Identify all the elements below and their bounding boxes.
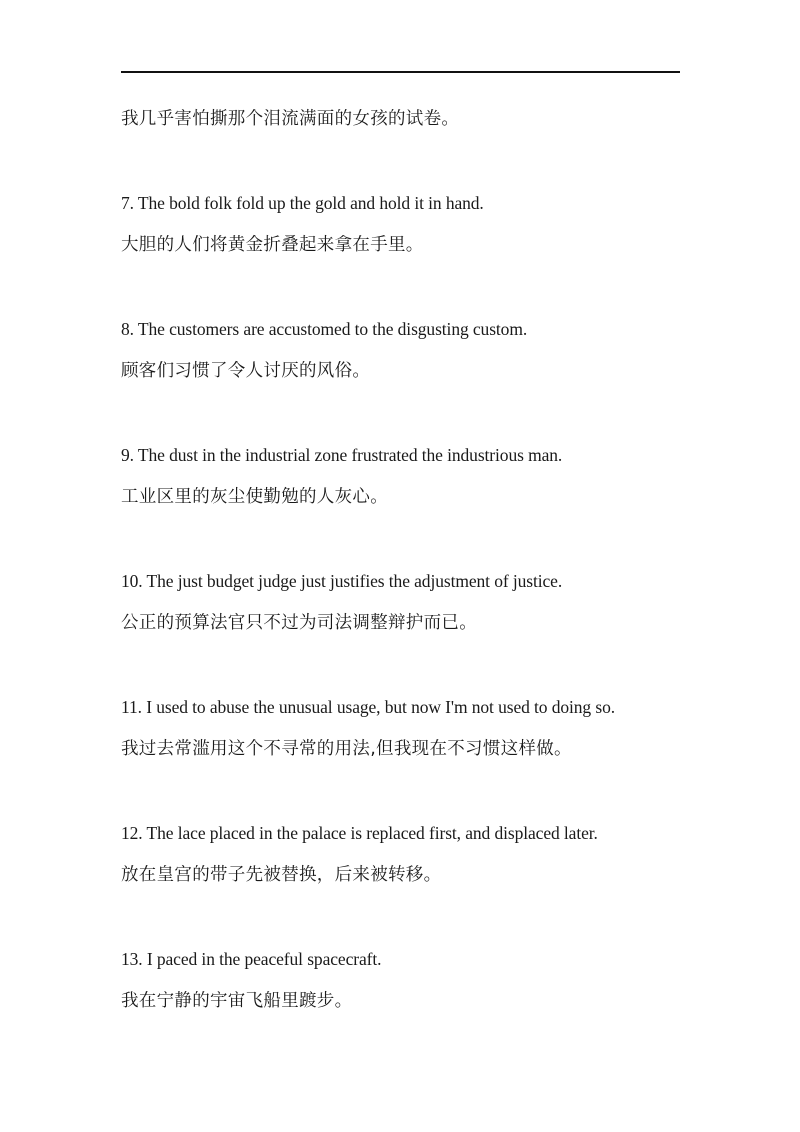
sentence-line: 12. The lace placed in the palace is replaced first, and displaced later. xyxy=(121,823,598,843)
sentence-line: 9. The dust in the industrial zone frustrated the industrious man. xyxy=(121,445,563,465)
translation-line: 放在皇宫的带子先被替换，后来被转移。 xyxy=(121,865,442,885)
translation-line: 我在宁静的宇宙飞船里踱步。 xyxy=(121,991,353,1011)
header-rule xyxy=(121,71,680,73)
sentence-line: 11. I used to abuse the unusual usage, but now I'm not used to doing so. xyxy=(121,697,615,717)
sentence-line: 13. I paced in the peaceful spacecraft. xyxy=(121,949,382,969)
translation-line: 公正的预算法官只不过为司法调整辩护而已。 xyxy=(121,613,477,633)
translation-line: 大胆的人们将黄金折叠起来拿在手里。 xyxy=(121,235,424,255)
translation-line: 我几乎害怕撕那个泪流满面的女孩的试卷。 xyxy=(121,109,460,129)
translation-line: 顾客们习惯了令人讨厌的风俗。 xyxy=(121,361,371,381)
translation-line: 我过去常滥用这个不寻常的用法,但我现在不习惯这样做。 xyxy=(121,739,572,759)
sentence-line: 10. The just budget judge just justifies the adjustment of justice. xyxy=(121,571,563,591)
translation-line: 工业区里的灰尘使勤勉的人灰心。 xyxy=(121,487,388,507)
sentence-line: 7. The bold folk fold up the gold and hold it in hand. xyxy=(121,193,484,213)
sentence-line: 8. The customers are accustomed to the disgusting custom. xyxy=(121,319,528,339)
